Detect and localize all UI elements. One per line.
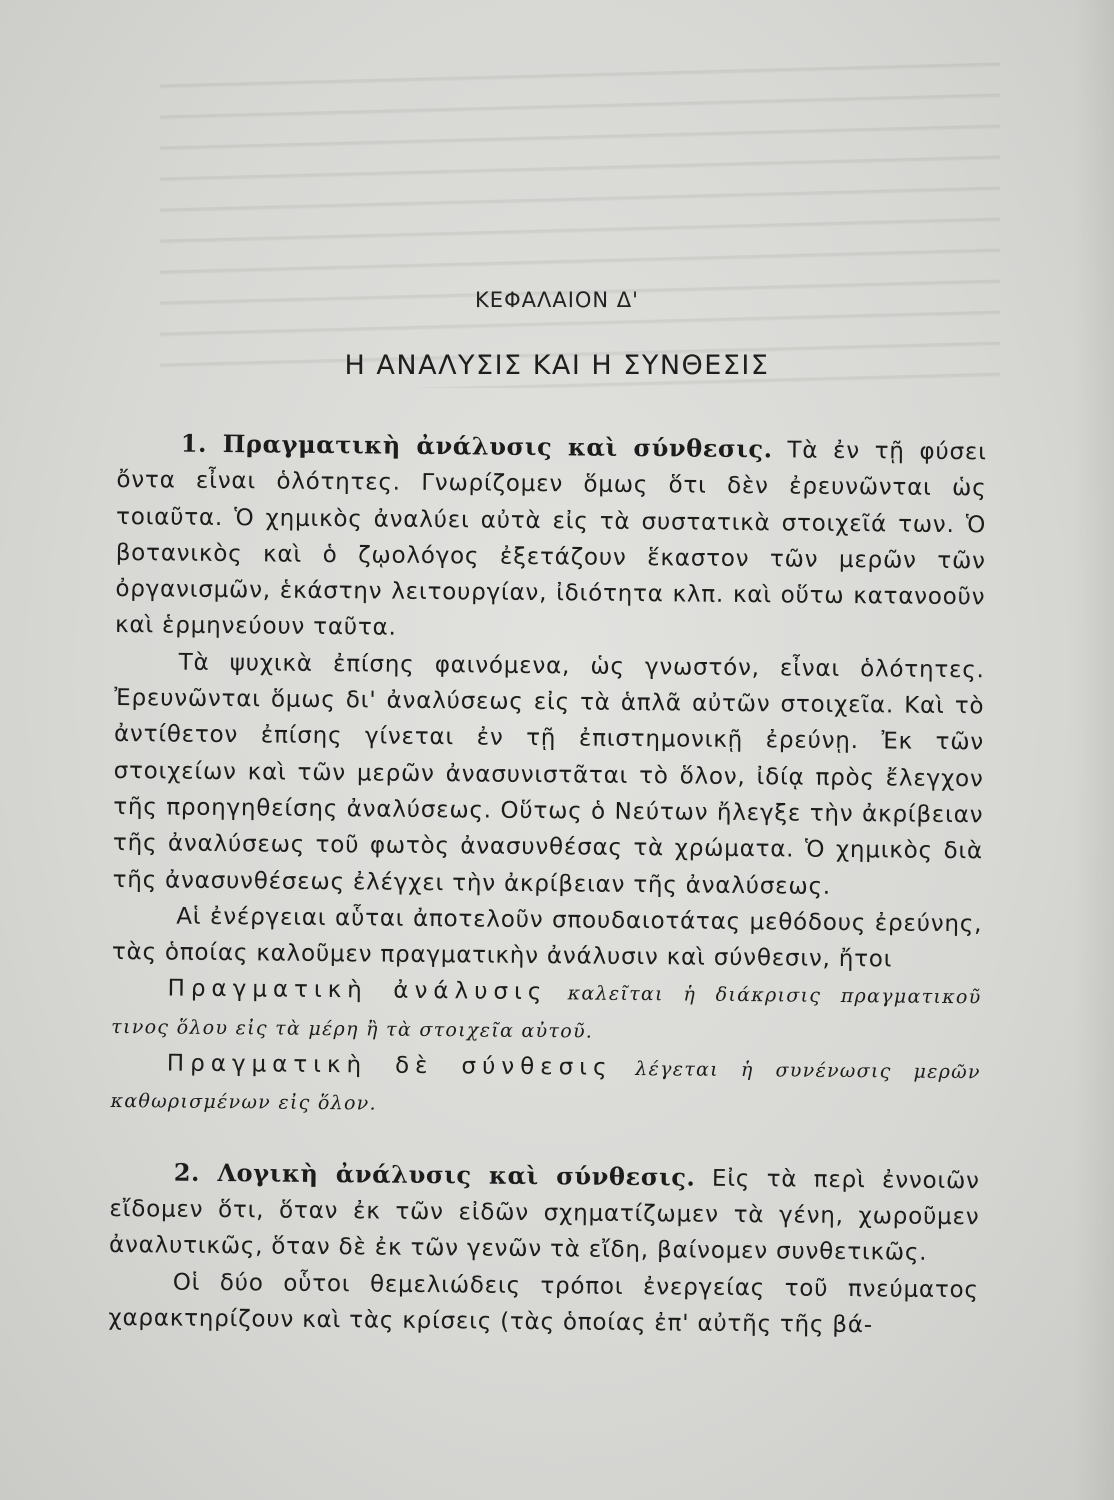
- paragraph: [115, 425, 987, 652]
- body-text: [108, 425, 987, 1344]
- paragraph: Αἱ ἐνέργειαι αὗται ἀποτελοῦν σπουδαιοτάτας μεθόδους ἐρεύνης, τὰς ὁποίας καλοῦμεν πραγματικὴν ἀνάλυσιν καὶ σύνθεσιν, ἤτοι: [111, 903, 983, 973]
- section-heading: 1. Πραγματικὴ ἀνάλυσις καὶ σύνθεσις.: [180, 428, 773, 464]
- bleed-through-text: [160, 58, 1000, 388]
- definition: [111, 970, 982, 1053]
- paragraph: Οἱ δύο οὗτοι θεμελιώδεις τρόποι ἐνεργείας τοῦ πνεύματος χαρακτηρίζουν καὶ τὰς κρίσεις (τὰς ὁποίας ἐπ' αὐτῆς τῆς βά-: [108, 1269, 979, 1339]
- paragraph-text: Εἰς τὰ περὶ ἐννοιῶν εἴδομεν ὅτι, ὅταν ἐκ τῶν εἰδῶν σχηματίζωμεν τὰ γένη, χωροῦμεν ἀναλυτικῶς, ὅταν δὲ ἐκ τῶν γενῶν τὰ εἴδη, βαίνομεν συνθετικῶς.: [109, 1165, 980, 1267]
- definition-term: Πραγματικὴ δὲ σύνθεσις: [166, 1050, 613, 1081]
- definition-text: λέγεται ἡ συνένωσις μερῶν καθωρισμένων εἰς ὅλον.: [110, 1058, 981, 1115]
- paragraph: Τὰ ψυχικὰ ἐπίσης φαινόμενα, ὡς γνωστόν, εἶναι ὁλότητες. Ἐρευνῶνται ὅμως δι' ἀναλύσεως εἰς τὰ ἁπλᾶ αὐτῶν στοιχεῖα. Καὶ τὸ ἀντίθετον ἐπίσης γίνεται ἐν τῇ ἐπιστημονικῇ ἐρεύνῃ. Ἐκ τῶν στοιχείων καὶ τῶν μερῶν ἀνασυνιστᾶται τὸ ὅλον, ἰδίᾳ πρὸς ἔλεγχον τῆς προηγηθείσης ἀναλύσεως. Οὕτως ὁ Νεύτων ἤλεγξε τὴν ἀκρίβειαν τῆς ἀναλύσεως τοῦ φωτὸς ἀνασυνθέσας τὰ χρώματα. Ὁ χημικὸς διὰ τῆς ἀνασυνθέσεως ἐλέγχει τὴν ἀκρίβειαν τῆς ἀναλύσεως.: [112, 649, 985, 900]
- definition-term: Πραγματικὴ ἀνάλυσις: [167, 975, 548, 1006]
- chapter-title: Η ΑΝΑΛΥΣΙΣ ΚΑΙ Η ΣΥΝΘΕΣΙΣ: [344, 350, 770, 381]
- definition-text: καλεῖται ἡ διάκρισις πραγματικοῦ τινος ὅλου εἰς τὰ μέρη ἢ τὰ στοιχεῖα αὐτοῦ.: [111, 982, 982, 1043]
- section-heading: 2. Λογικὴ ἀνάλυσις καὶ σύνθεσις.: [173, 1157, 696, 1192]
- page-edge-shadow: [1074, 0, 1114, 1500]
- paragraph-text: Τὰ ἐν τῇ φύσει ὄντα εἶναι ὁλότητες. Γνωρίζομεν ὅμως ὅτι δὲν ἐρευνῶνται ὡς τοιαῦτα. Ὁ χημικὸς ἀναλύει αὐτὰ εἰς τὰ συστατικὰ στοιχεῖά των. Ὁ βοτανικὸς καὶ ὁ ζῳολόγος ἐξετάζουν ἕκαστον τῶν μερῶν τῶν ὀργανισμῶν, ἑκάστην λειτουργίαν, ἰδιότητα κλπ. καὶ οὕτω κατανοοῦν καὶ ἑρμηνεύουν ταῦτα.: [114, 437, 987, 642]
- definition: [110, 1045, 981, 1128]
- chapter-label: ΚΕΦΑΛΑΙΟΝ Δ': [475, 288, 639, 312]
- paragraph: [109, 1154, 980, 1272]
